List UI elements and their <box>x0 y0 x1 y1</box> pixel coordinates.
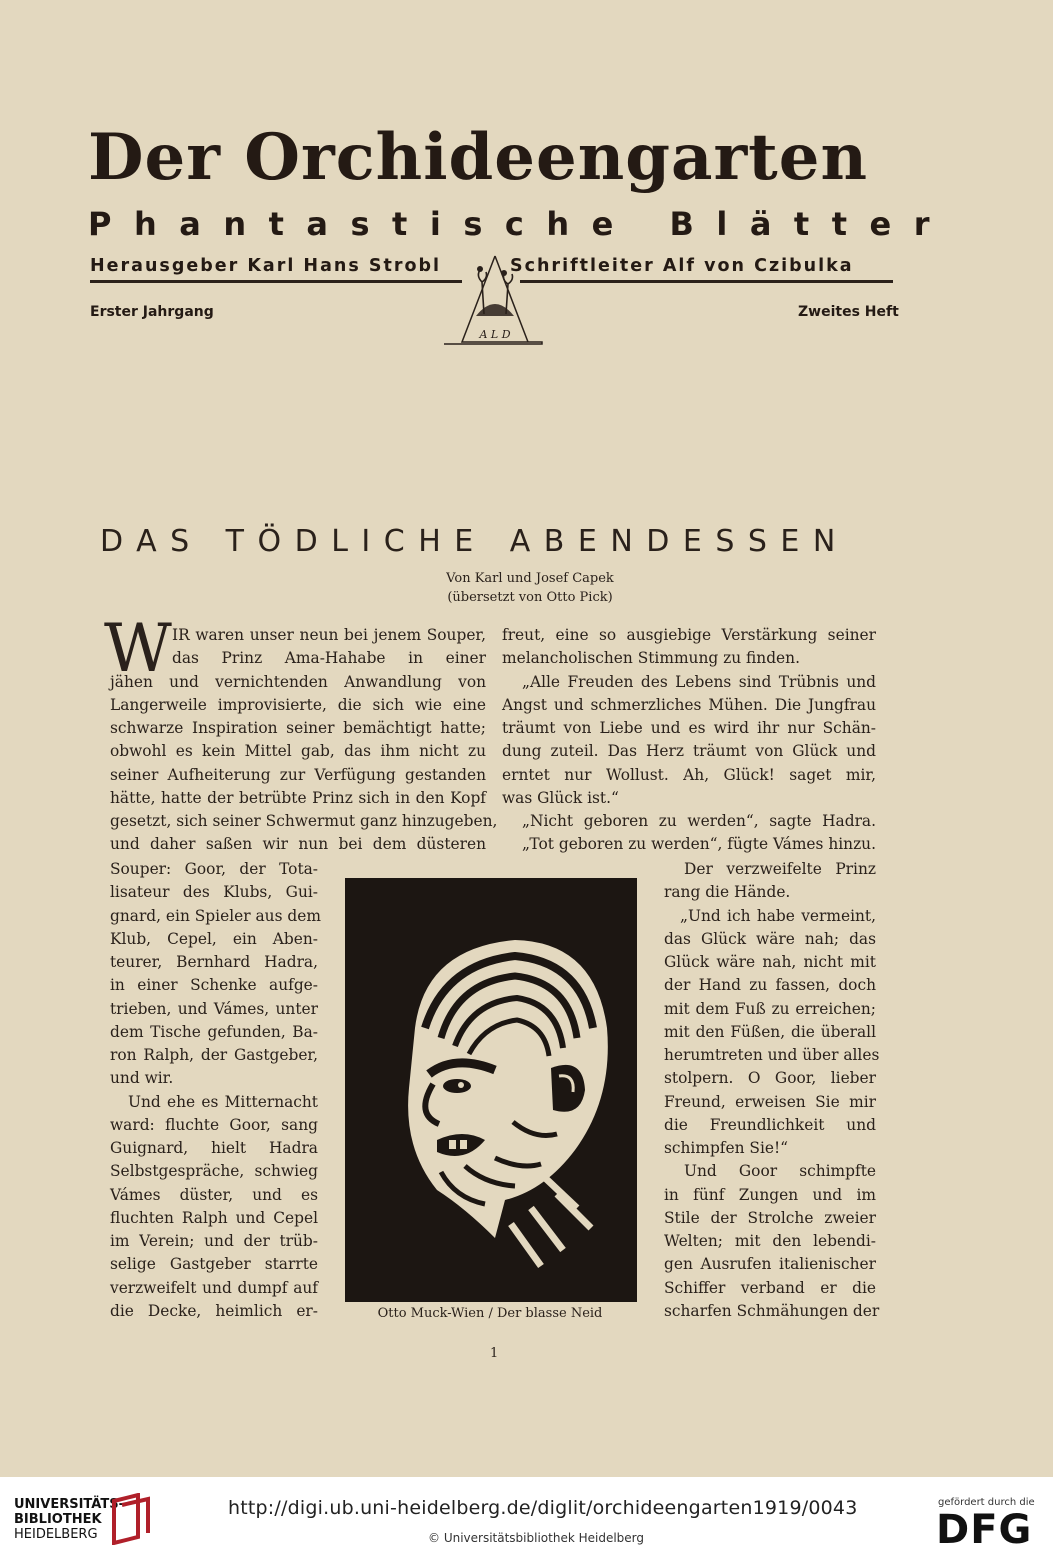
text-line: die Decke, heimlich er- <box>110 1301 318 1320</box>
column-2-top <box>502 624 876 857</box>
text-line: „Und ich habe vermeint, <box>680 906 876 925</box>
text-line: das Glück wäre nah; das <box>664 929 876 948</box>
text-line: die Freundlichkeit und <box>664 1115 876 1134</box>
library-logo-icon <box>108 1493 154 1545</box>
text-line: „Tot geboren zu werden“, fügte Vámes hinzu. <box>522 835 876 854</box>
text-line: in fünf Zungen und im <box>664 1185 876 1204</box>
woodcut-illustration <box>345 878 637 1302</box>
article-byline: Von Karl und Josef Capek <box>446 571 614 586</box>
text-line: das Prinz Ama-Hahabe in einer <box>172 649 486 668</box>
text-line: melancholischen Stimmung zu finden. <box>502 649 800 668</box>
text-line: jähen und vernichtenden Anwandlung von <box>110 672 486 691</box>
text-line: was Glück ist.“ <box>502 788 619 807</box>
text-line: der Hand zu fassen, doch <box>664 976 876 995</box>
text-line: Schiffer verband er die <box>664 1278 876 1297</box>
text-line: Vámes düster, und es <box>110 1185 318 1204</box>
text-line: freut, eine so ausgiebige Verstärkung seiner <box>502 626 876 644</box>
text-line: „Alle Freuden des Lebens sind Trübnis und <box>522 672 876 691</box>
text-line: gnard, ein Spieler aus dem <box>110 906 321 925</box>
text-line: obwohl es kein Mittel gab, das ihm nicht zu <box>110 742 486 761</box>
text-line: trieben, und Vámes, unter <box>110 999 318 1018</box>
emblem-initials: A L D <box>479 328 511 341</box>
text-line: und wir. <box>110 1069 174 1088</box>
text-line: Langerweile improvisierte, die sich wie eine <box>110 695 486 714</box>
text-line: selige Gastgeber starrte <box>110 1255 318 1274</box>
text-line: im Verein; und der trüb- <box>110 1232 318 1250</box>
illustration-caption: Otto Muck-Wien / Der blasse Neid <box>377 1306 603 1321</box>
text-line: Klub, Cepel, ein Aben- <box>110 929 318 948</box>
text-line: in einer Schenke aufge- <box>110 976 318 995</box>
masthead-rule-left <box>90 280 462 283</box>
magazine-title: Der Orchideengarten <box>88 120 868 195</box>
text-line: ward: fluchte Goor, sang <box>110 1115 318 1134</box>
digital-library-footer <box>0 1477 1053 1557</box>
volume-label: Erster Jahrgang <box>90 304 214 320</box>
text-line: Und ehe es Mitternacht <box>128 1092 318 1111</box>
text-line: herumtreten und über alles <box>664 1046 880 1064</box>
text-line: gesetzt, sich seiner Schwermut ganz hinzugeben, <box>110 812 498 830</box>
text-line: träumt von Liebe und es wird ihr nur Schän- <box>502 719 876 737</box>
text-line: lisateur des Klubs, Gui- <box>110 883 318 902</box>
text-line: schimpfen Sie!“ <box>664 1139 789 1157</box>
text-line: erntet nur Wollust. Ah, Glück! saget mir, <box>502 765 876 784</box>
text-line: schwarze Inspiration seiner bemächtigt hatte; <box>110 719 486 737</box>
text-line: Guignard, hielt Hadra <box>110 1139 318 1157</box>
text-line: Stile der Strolche zweier <box>664 1208 876 1227</box>
text-line: teurer, Bernhard Hadra, <box>110 953 318 971</box>
text-line: Welten; mit den lebendi- <box>664 1232 876 1250</box>
text-line: Freund, erweisen Sie mir <box>664 1092 876 1111</box>
library-name-line: HEIDELBERG <box>14 1527 98 1542</box>
column-2-narrow <box>664 858 880 1323</box>
text-line: Selbstgespräche, schwieg <box>110 1162 318 1181</box>
source-url-link[interactable]: http://digi.ub.uni-heidelberg.de/diglit/orchideengarten1919/0043 <box>228 1497 858 1519</box>
magazine-subtitle: Phantastische Blätter <box>88 205 952 243</box>
text-line: rang die Hände. <box>664 883 791 902</box>
text-line: scharfen Schmähungen der <box>664 1301 880 1320</box>
funding-note: gefördert durch die <box>938 1497 1035 1508</box>
publisher-emblem-icon <box>440 252 550 348</box>
library-name-line: UNIVERSITÄTS- <box>14 1497 124 1512</box>
text-line: Souper: Goor, der Tota- <box>110 860 318 878</box>
text-line: Glück wäre nah, nicht mit <box>664 953 876 971</box>
text-line: dem Tische gefunden, Ba- <box>110 1022 318 1041</box>
text-line: dung zuteil. Das Herz träumt von Glück und <box>502 742 876 761</box>
publisher-line: Herausgeber Karl Hans Strobl <box>90 256 442 276</box>
dfg-logo: DFG <box>936 1507 1033 1553</box>
drop-cap: W <box>104 610 172 687</box>
text-line: gen Ausrufen italienischer <box>664 1255 876 1274</box>
text-line: fluchten Ralph und Cepel <box>110 1208 318 1227</box>
copyright-notice: © Universitätsbibliothek Heidelberg <box>428 1531 645 1545</box>
text-line: mit dem Fuß zu erreichen; <box>664 999 876 1018</box>
article-title: DAS TÖDLICHE ABENDESSEN <box>100 524 849 559</box>
text-line: IR waren unser neun bei jenem Souper, <box>172 626 486 644</box>
text-line: stolpern. O Goor, lieber <box>664 1069 876 1088</box>
editor-line: Schriftleiter Alf von Czibulka <box>510 256 854 276</box>
masthead-rule-right <box>520 280 893 283</box>
text-line: und daher saßen wir nun bei dem düsteren <box>110 835 486 854</box>
text-line: seiner Aufheiterung zur Verfügung gestanden <box>110 765 486 784</box>
text-line: Und Goor schimpfte <box>684 1162 876 1181</box>
text-line: ron Ralph, der Gastgeber, <box>110 1046 318 1064</box>
text-line: Angst und schmerzliches Mühen. Die Jungfrau <box>502 695 876 714</box>
text-line: mit den Füßen, die überall <box>664 1022 876 1041</box>
text-line: „Nicht geboren zu werden“, sagte Hadra. <box>522 812 876 830</box>
article-translator: (übersetzt von Otto Pick) <box>447 590 613 605</box>
issue-label: Zweites Heft <box>798 304 899 320</box>
column-1-top <box>110 624 498 857</box>
text-line: hätte, hatte der betrübte Prinz sich in den Kopf <box>110 788 486 807</box>
page-number: 1 <box>490 1346 499 1361</box>
column-1-narrow <box>110 858 321 1323</box>
text-line: verzweifelt und dumpf auf <box>110 1278 318 1297</box>
text-line: Der verzweifelte Prinz <box>684 860 876 878</box>
library-name-line: BIBLIOTHEK <box>14 1512 102 1527</box>
